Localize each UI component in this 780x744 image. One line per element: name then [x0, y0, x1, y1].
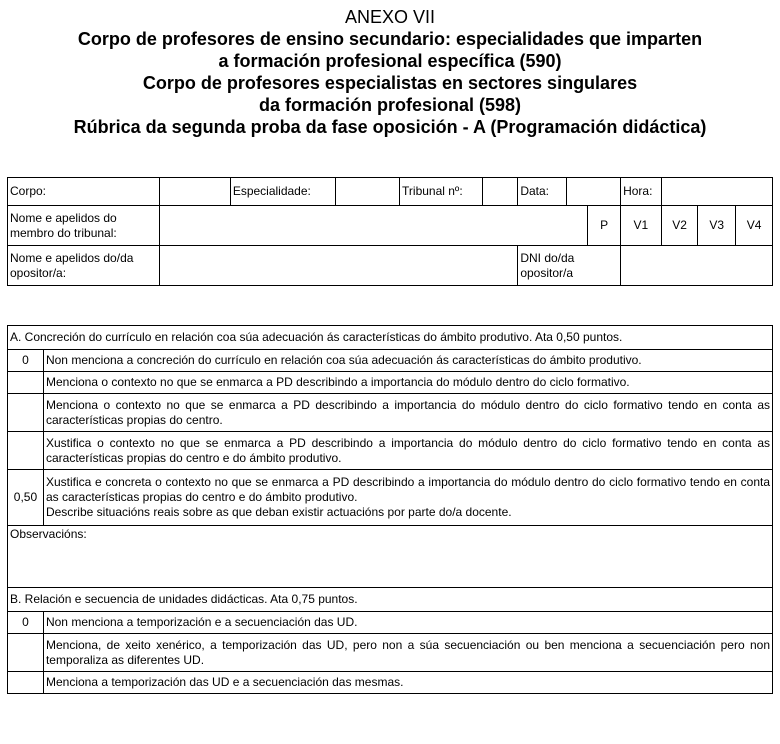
section-a-score — [8, 372, 44, 394]
data-field[interactable] — [567, 178, 621, 206]
section-a-score — [8, 394, 44, 432]
vote-p[interactable]: P — [588, 206, 621, 246]
data-label: Data: — [518, 178, 567, 206]
section-a-criterion — [43, 470, 772, 526]
opositor-label: Nome e apelidos do/da opositor/a: — [8, 246, 160, 286]
corpo-label: Corpo: — [8, 178, 160, 206]
section-a-criterion: Xustifica o contexto no que se enmarca a PD describindo a importancia do módulo dentro do ciclo formativo tendo en conta as características propias do centro e do ámbito produtivo. — [43, 432, 772, 470]
section-a-criterion: Menciona o contexto no que se enmarca a PD describindo a importancia do módulo dentro do ciclo formativo. — [43, 372, 772, 394]
section-a-score — [8, 432, 44, 470]
tribunal-label: Tribunal nº: — [400, 178, 483, 206]
section-b-score — [8, 672, 44, 694]
tribunal-field[interactable] — [483, 178, 518, 206]
header-line-5: Rúbrica da segunda proba da fase oposición - A (Programación didáctica) — [73, 117, 707, 137]
section-a-score: 0,50 — [8, 470, 44, 526]
identification-form — [7, 177, 773, 286]
vote-v4[interactable]: V4 — [736, 206, 773, 246]
dni-field[interactable] — [621, 246, 773, 286]
membro-field[interactable] — [159, 206, 588, 246]
section-b-score: 0 — [8, 612, 44, 634]
section-b-score — [8, 634, 44, 672]
header-line-2: a formación profesional específica (590) — [218, 51, 562, 71]
section-a-criterion: Non menciona a concreción do currículo en relación coa súa adecuación ás características do ámbito produtivo. — [43, 350, 772, 372]
opositor-field[interactable] — [159, 246, 518, 286]
section-b-title: B. Relación e secuencia de unidades didácticas. Ata 0,75 puntos. — [8, 588, 773, 612]
criterion-text-extra: Describe situacións reais sobre as que deban existir actuacións por parte do/a docente. — [45, 505, 512, 519]
vote-v1[interactable]: V1 — [621, 206, 662, 246]
vote-v2[interactable]: V2 — [661, 206, 698, 246]
section-a-criterion: Menciona o contexto no que se enmarca a PD describindo a importancia do módulo dentro do ciclo formativo tendo en conta as características propias do centro. — [43, 394, 772, 432]
header-line-4: da formación profesional (598) — [258, 95, 522, 115]
corpo-field[interactable] — [159, 178, 230, 206]
criterion-text: Xustifica e concreta o contexto no que se enmarca a PD describindo a importancia do módulo dentro do ciclo formativo tendo en conta as características propias do centro e do ámbito produtivo. — [45, 475, 770, 504]
section-b-criterion: Menciona a temporización das UD e a secuenciación das mesmas. — [43, 672, 772, 694]
section-b-criterion: Menciona, de xeito xenérico, a temporización das UD, pero non a súa secuenciación ou ben menciona a secuenciación pero non temporaliza as diferentes UD. — [43, 634, 772, 672]
section-b-criterion: Non menciona a temporización e a secuenciación das UD. — [43, 612, 772, 634]
rubric-table — [7, 325, 773, 694]
header-line-1: Corpo de profesores de ensino secundario: especialidades que imparten — [77, 29, 703, 49]
especialidade-label: Especialidade: — [230, 178, 335, 206]
vote-v3[interactable]: V3 — [698, 206, 736, 246]
section-a-title: A. Concreción do currículo en relación coa súa adecuación ás características do ámbito produtivo. Ata 0,50 puntos. — [8, 326, 773, 350]
header-line-3: Corpo de profesores especialistas en sectores singulares — [142, 73, 638, 93]
especialidade-field[interactable] — [336, 178, 400, 206]
annex-title: ANEXO VII — [344, 7, 436, 27]
document-header — [0, 6, 780, 138]
membro-label: Nome e apelidos do membro do tribunal: — [8, 206, 160, 246]
hora-field[interactable] — [661, 178, 772, 206]
section-a-score: 0 — [8, 350, 44, 372]
hora-label: Hora: — [621, 178, 662, 206]
dni-label: DNI do/da opositor/a — [518, 246, 621, 286]
observations-field[interactable]: Observacións: — [8, 526, 773, 588]
